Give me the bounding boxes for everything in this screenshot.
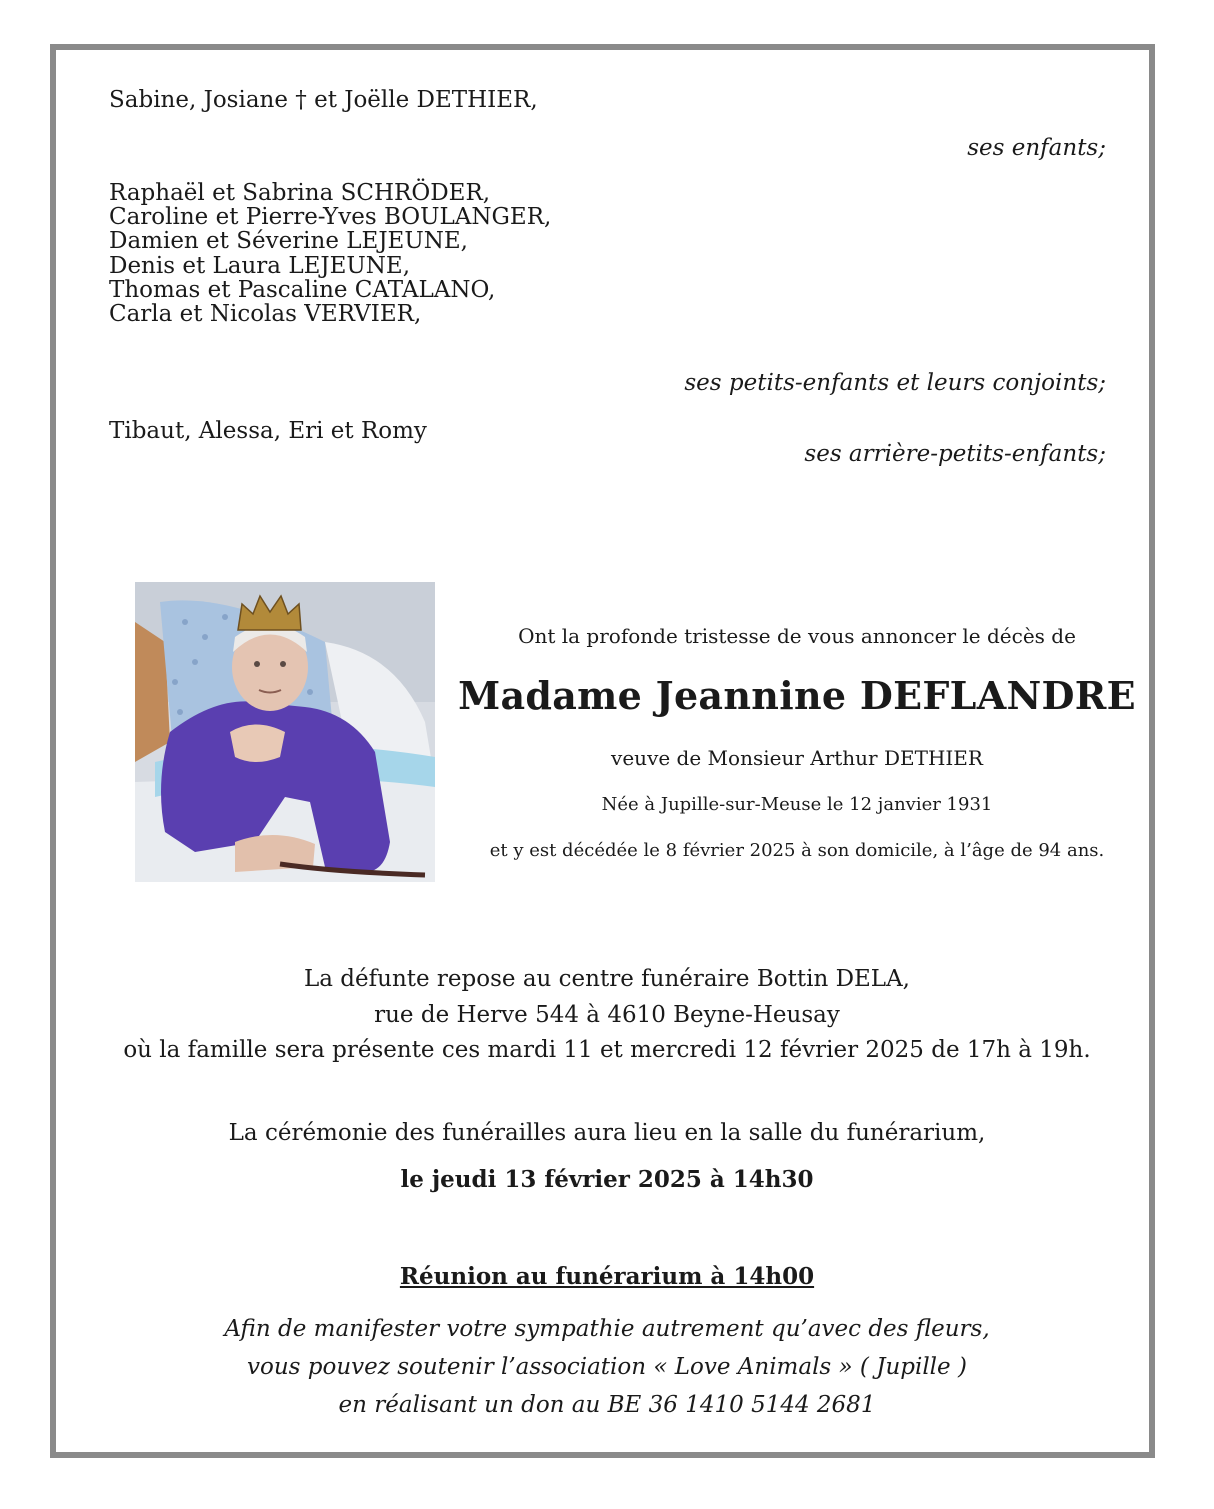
portrait-photo xyxy=(135,582,435,882)
grandchildren-label: ses petits-enfants et leurs conjoints; xyxy=(684,370,1106,396)
visitation-line1: La défunte repose au centre funéraire Bottin DELA, xyxy=(303,966,910,992)
ceremony-date: le jeudi 13 février 2025 à 14h30 xyxy=(400,1166,814,1193)
portrait-illustration xyxy=(135,582,435,882)
grandchild-couple: Damien et Séverine LEJEUNE, xyxy=(109,228,468,255)
donation-line1: Afin de manifester votre sympathie autrement qu’avec des fleurs, xyxy=(224,1316,990,1342)
great-grandchildren-label: ses arrière-petits-enfants; xyxy=(804,441,1106,467)
grandchildren-list xyxy=(109,181,551,326)
death-info: et y est décédée le 8 février 2025 à son domicile, à l’âge de 94 ans. xyxy=(489,840,1105,861)
grandchild-couple: Caroline et Pierre-Yves BOULANGER, xyxy=(109,204,552,231)
birth-info: Née à Jupille-sur-Meuse le 12 janvier 1931 xyxy=(601,794,993,815)
grandchild-couple: Carla et Nicolas VERVIER, xyxy=(109,301,422,328)
visitation-address: rue de Herve 544 à 4610 Beyne-Heusay xyxy=(374,1002,840,1028)
meeting-info: Réunion au funérarium à 14h00 xyxy=(399,1263,815,1290)
grandchild-couple: Thomas et Pascaline CATALANO, xyxy=(109,276,496,303)
announcement-intro: Ont la profonde tristesse de vous annoncer le décès de xyxy=(518,624,1076,648)
widow-of: veuve de Monsieur Arthur DETHIER xyxy=(611,746,983,770)
grandchild-couple: Denis et Laura LEJEUNE, xyxy=(109,252,410,279)
donation-line2: vous pouvez soutenir l’association « Love Animals » ( Jupille ) xyxy=(247,1354,967,1380)
visitation-schedule: où la famille sera présente ces mardi 11 et mercredi 12 février 2025 de 17h à 19h. xyxy=(123,1037,1091,1063)
deceased-name: Madame Jeannine DEFLANDRE xyxy=(458,673,1136,718)
children-label: ses enfants; xyxy=(967,135,1106,161)
donation-iban: en réalisant un don au BE 36 1410 5144 2681 xyxy=(338,1392,876,1418)
ceremony-line: La cérémonie des funérailles aura lieu en la salle du funérarium, xyxy=(228,1120,986,1146)
great-grandchildren-names: Tibaut, Alessa, Eri et Romy xyxy=(109,418,427,444)
children-names: Sabine, Josiane † et Joëlle DETHIER, xyxy=(109,87,538,113)
grandchild-couple: Raphaël et Sabrina SCHRÖDER, xyxy=(109,180,491,206)
